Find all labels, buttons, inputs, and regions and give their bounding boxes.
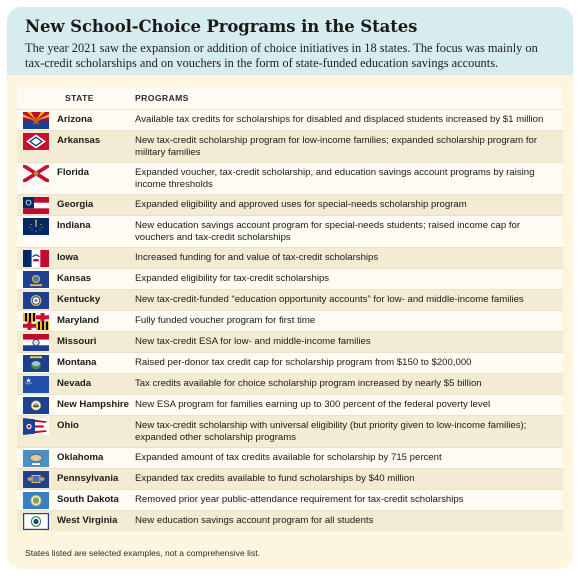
nevada-flag-icon <box>23 376 49 393</box>
table-row <box>17 489 563 510</box>
table-row <box>17 373 563 394</box>
state-name: Missouri <box>57 336 97 347</box>
program-description: New tax-credit ESA for low- and middle-income families <box>135 336 371 347</box>
program-description: Expanded eligibility for tax-credit scholarships <box>135 273 330 284</box>
program-description: New tax-credit-funded “education opportunity accounts” for low- and middle-income families <box>135 294 524 305</box>
program-description: Available tax credits for scholarships for disabled and displaced students increased by $1 million <box>135 114 544 125</box>
table-row <box>17 162 563 194</box>
program-description: Increased funding for and value of tax-credit scholarships <box>135 252 379 263</box>
table-row <box>17 447 563 468</box>
table-header <box>17 87 563 109</box>
program-description: Fully funded voucher program for first time <box>135 315 316 326</box>
state-name: Indiana <box>57 220 91 231</box>
intro-text: The year 2021 saw the expansion or addition of choice initiatives in 18 states. The focus was mainly on tax-credit scholarships and on vouchers in the form of state-funded education savings accounts. <box>25 41 538 70</box>
west-virginia-flag-icon <box>23 513 49 530</box>
program-description: Raised per-donor tax credit cap for scholarship program from $150 to $200,000 <box>135 357 472 368</box>
program-description: New ESA program for families earning up to 300 percent of the federal poverty level <box>135 399 491 410</box>
program-description: Tax credits available for choice scholarship program increased by nearly $5 billion <box>135 378 482 389</box>
state-name: Oklahoma <box>57 452 104 463</box>
table-row <box>17 510 563 531</box>
kansas-flag-icon <box>23 271 49 288</box>
program-description: New tax-credit scholarship with universal eligibility (but priority given to low-income families); expanded other scholarship programs <box>135 420 527 443</box>
program-description: Removed prior year public-attendance requirement for tax-credit scholarships <box>135 494 464 505</box>
state-name: South Dakota <box>57 494 119 505</box>
program-description: Expanded eligibility and approved uses for special-needs scholarship program <box>135 199 467 210</box>
georgia-flag-icon <box>23 197 49 214</box>
table-body <box>17 109 563 531</box>
column-header-programs: PROGRAMS <box>135 93 189 103</box>
footnote: States listed are selected examples, not a comprehensive list. <box>25 548 261 558</box>
state-name: Georgia <box>57 199 94 210</box>
table-row <box>17 394 563 415</box>
table-row <box>17 331 563 352</box>
state-name: Arizona <box>57 114 93 125</box>
ohio-flag-icon <box>23 418 49 435</box>
arkansas-flag-icon <box>23 133 49 150</box>
table-row <box>17 352 563 373</box>
florida-flag-icon <box>23 165 49 182</box>
state-name: West Virginia <box>57 515 118 526</box>
programs-table <box>17 87 563 531</box>
state-name: Montana <box>57 357 97 368</box>
table-row <box>17 109 563 130</box>
program-description: New education savings account program for all students <box>135 515 374 526</box>
maryland-flag-icon <box>23 313 49 330</box>
program-description: New tax-credit scholarship program for low-income families; expanded scholarship program for military families <box>135 135 538 158</box>
south-dakota-flag-icon <box>23 492 49 509</box>
table-row <box>17 247 563 268</box>
state-name: Pennsylvania <box>57 473 119 484</box>
table-row <box>17 268 563 289</box>
oklahoma-flag-icon <box>23 450 49 467</box>
infographic-card <box>7 7 573 569</box>
indiana-flag-icon <box>23 218 49 235</box>
state-name: Kentucky <box>57 294 101 305</box>
table-row <box>17 310 563 331</box>
pennsylvania-flag-icon <box>23 471 49 488</box>
table-row <box>17 289 563 310</box>
program-description: Expanded voucher, tax-credit scholarship, and education savings account programs by raising income thresholds <box>135 167 535 190</box>
table-row <box>17 215 563 247</box>
program-description: Expanded amount of tax credits available for scholarship by 715 percent <box>135 452 442 463</box>
state-name: Nevada <box>57 378 92 389</box>
column-header-state: STATE <box>65 93 94 103</box>
kentucky-flag-icon <box>23 292 49 309</box>
state-name: Florida <box>57 167 89 178</box>
table-row <box>17 130 563 162</box>
state-name: New Hampshire <box>57 399 129 410</box>
state-name: Kansas <box>57 273 92 284</box>
page-title: New School-Choice Programs in the States <box>25 17 418 36</box>
new-hampshire-flag-icon <box>23 397 49 414</box>
missouri-flag-icon <box>23 334 49 351</box>
table-row <box>17 468 563 489</box>
montana-flag-icon <box>23 355 49 372</box>
state-name: Maryland <box>57 315 100 326</box>
state-name: Iowa <box>57 252 79 263</box>
program-description: New education savings account program for special-needs students; raised income cap for vouchers and tax-credit scholarships <box>135 220 521 243</box>
iowa-flag-icon <box>23 250 49 267</box>
state-name: Arkansas <box>57 135 101 146</box>
arizona-flag-icon <box>23 112 49 129</box>
table-row <box>17 415 563 447</box>
table-row <box>17 194 563 215</box>
program-description: Expanded tax credits available to fund scholarships by $40 million <box>135 473 415 484</box>
state-name: Ohio <box>57 420 79 431</box>
header-band <box>7 7 573 75</box>
